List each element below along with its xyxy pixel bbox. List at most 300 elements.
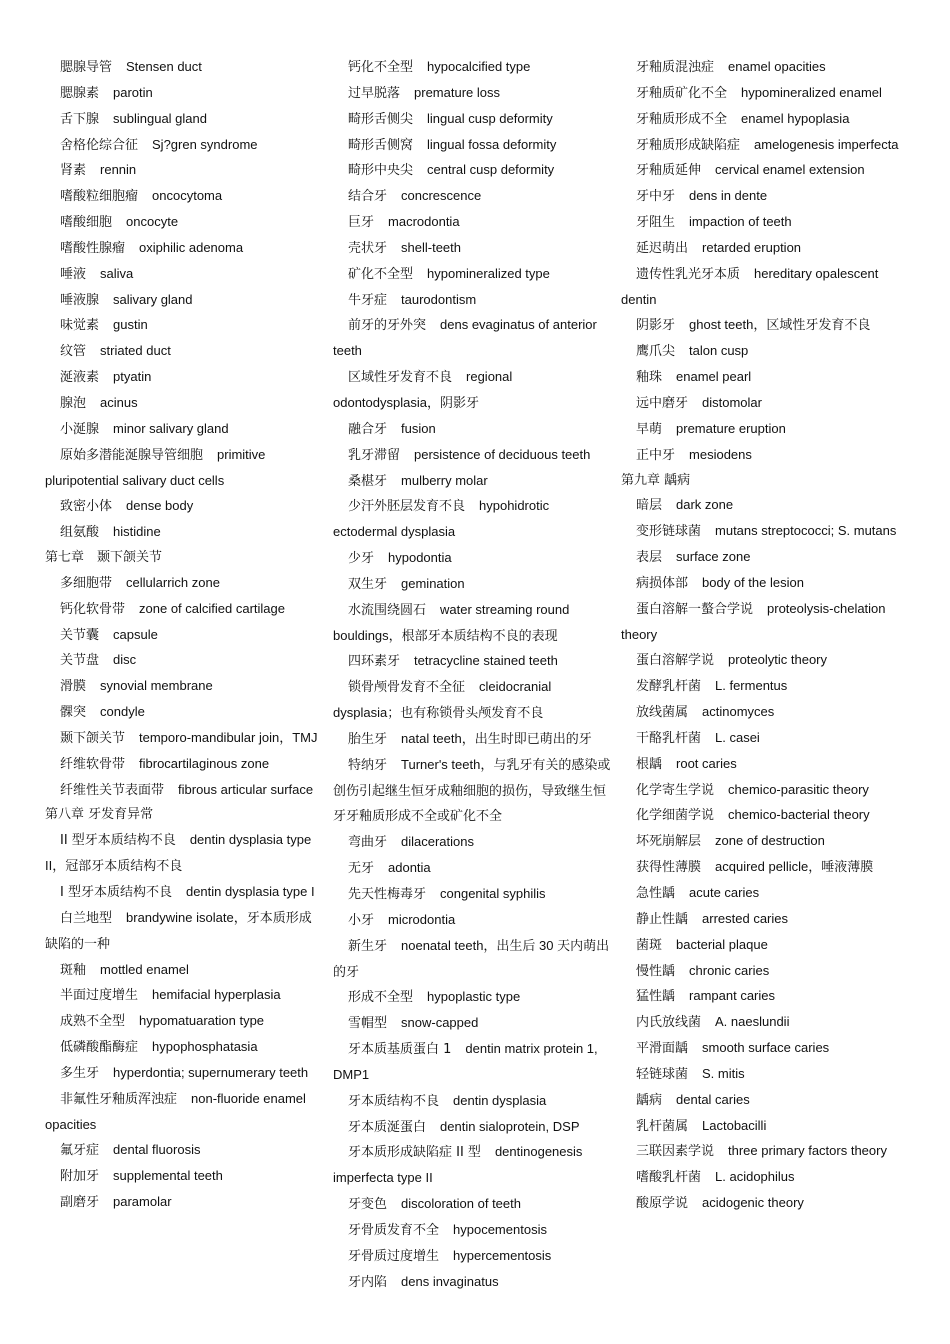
- glossary-entry: [621, 365, 899, 391]
- glossary-entry: [333, 1140, 611, 1192]
- term-english: root caries: [676, 755, 737, 771]
- term-english: zone of destruction: [715, 833, 825, 849]
- term-english: lingual fossa deformity: [427, 136, 557, 152]
- glossary-entry: [45, 365, 323, 391]
- term-chinese: 早萌: [636, 421, 663, 437]
- glossary-entry: [45, 494, 323, 520]
- term-chinese: 雪帽型: [348, 1016, 388, 1032]
- term-english: primitive pluripotential salivary duct cells: [45, 446, 266, 488]
- glossary-entry: [333, 210, 611, 236]
- term-english: dense body: [126, 498, 194, 514]
- term-chinese: 急性龋: [636, 886, 676, 901]
- term-chinese: 慢性龋: [636, 963, 676, 979]
- term-chinese: 斑釉: [60, 962, 87, 978]
- term-chinese: 双生牙: [348, 576, 388, 592]
- term-english: L. acidophilus: [715, 1169, 795, 1185]
- glossary-entry: [621, 1062, 899, 1088]
- term-chinese: 正中牙: [636, 447, 676, 463]
- term-chinese: II 型牙本质结构不良: [60, 833, 176, 849]
- term-english: hypercementosis: [453, 1247, 552, 1263]
- term-chinese: 纤维软骨带: [60, 756, 126, 772]
- glossary-entry: [333, 365, 611, 417]
- glossary-entry: [45, 700, 323, 726]
- term-chinese: 菌斑: [636, 937, 663, 953]
- glossary-entry: [333, 1089, 611, 1115]
- term-chinese: 低磷酸酯酶症: [60, 1040, 139, 1056]
- term-english: shell-teeth: [401, 239, 461, 255]
- term-english: three primary factors theory: [728, 1143, 887, 1159]
- term-english: retarded eruption: [702, 239, 802, 255]
- term-chinese: 牙阻生: [636, 215, 676, 231]
- term-english: oxiphilic adenoma: [139, 239, 244, 255]
- glossary-entry: [45, 983, 323, 1009]
- term-english: taurodontism: [401, 291, 477, 307]
- term-chinese: 牙本质结构不良: [348, 1093, 440, 1109]
- term-english: chemico-bacterial theory: [728, 807, 870, 823]
- term-english: ghost teeth，区域性牙发育不良: [689, 317, 871, 333]
- term-chinese: 遗传性乳光牙本质: [636, 266, 741, 282]
- term-chinese: 四环素牙: [348, 654, 401, 670]
- term-english: mulberry molar: [401, 472, 488, 488]
- term-chinese: 放线菌属: [636, 705, 689, 721]
- term-english: hyperdontia; supernumerary teeth: [113, 1064, 309, 1080]
- glossary-entry: [621, 907, 899, 933]
- term-chinese: 形成不全型: [348, 990, 414, 1006]
- glossary-entry: [621, 158, 899, 184]
- glossary-entry: [45, 313, 323, 339]
- term-english: brandywine isolate，牙本质形成缺陷的一种: [45, 909, 312, 951]
- term-chinese: 变形链球菌: [636, 524, 702, 540]
- term-english: A. naeslundii: [715, 1014, 790, 1030]
- term-chinese: 氟牙症: [60, 1143, 100, 1159]
- term-chinese: 牙釉质形成不全: [636, 111, 728, 127]
- term-chinese: 多生牙: [60, 1065, 100, 1081]
- term-chinese: 内氏放线菌: [636, 1015, 702, 1031]
- term-english: dentin matrix protein 1, DMP1: [333, 1041, 598, 1082]
- term-english: disc: [113, 652, 137, 668]
- glossary-entry: [45, 958, 323, 984]
- term-english: proteolytic theory: [728, 652, 828, 668]
- term-chinese: 附加牙: [60, 1169, 100, 1185]
- glossary-entry: [333, 443, 611, 469]
- term-english: paramolar: [113, 1194, 172, 1210]
- term-english: fibrocartilaginous zone: [139, 755, 270, 771]
- glossary-entry: [621, 81, 899, 107]
- term-english: salivary gland: [113, 291, 193, 307]
- term-chinese: 过早脱落: [348, 85, 401, 101]
- term-english: tetracycline stained teeth: [414, 653, 558, 669]
- term-chinese: 蛋白溶解一螯合学说: [636, 601, 754, 617]
- glossary-entry: [45, 1138, 323, 1164]
- term-chinese: 少汗外胚层发育不良: [348, 499, 466, 515]
- glossary-column-3: [621, 55, 899, 1217]
- glossary-entry: [333, 236, 611, 262]
- term-chinese: 乳杆菌属: [636, 1118, 689, 1134]
- glossary-entry: [45, 262, 323, 288]
- term-english: enamel pearl: [676, 369, 752, 385]
- glossary-entry: [45, 236, 323, 262]
- glossary-entry: [621, 443, 899, 469]
- term-english: Lactobacilli: [702, 1117, 767, 1133]
- chapter-title: 第八章 牙发育异常: [45, 807, 154, 823]
- term-chinese: 化学寄生学说: [636, 782, 715, 798]
- term-chinese: 远中磨牙: [636, 395, 689, 411]
- glossary-entry: [333, 1192, 611, 1218]
- term-english: dental fluorosis: [113, 1142, 201, 1158]
- term-english: hypoplastic type: [427, 989, 521, 1005]
- term-chinese: 特纳牙: [348, 757, 388, 773]
- term-chinese: 牙釉质形成缺陷症: [636, 137, 741, 153]
- glossary-entry: [45, 906, 323, 958]
- glossary-entry: [333, 830, 611, 856]
- term-chinese: 白兰地型: [60, 910, 113, 926]
- term-chinese: 嗜酸粒细胞瘤: [60, 189, 139, 205]
- glossary-entry: [45, 778, 323, 804]
- glossary-entry: [45, 443, 323, 495]
- glossary-entry: [621, 184, 899, 210]
- term-english: distomolar: [702, 394, 762, 410]
- term-english: dilacerations: [401, 834, 475, 850]
- term-chinese: 龋病: [636, 1092, 663, 1108]
- term-chinese: 畸形舌侧尖: [348, 111, 414, 127]
- term-english: oncocytoma: [152, 188, 223, 204]
- glossary-entry: [333, 598, 611, 650]
- glossary-entry: [45, 158, 323, 184]
- term-english: hereditary opalescent dentin: [621, 265, 879, 307]
- term-chinese: 坏死崩解层: [636, 834, 702, 850]
- glossary-entry: [621, 984, 899, 1010]
- term-english: congenital syphilis: [440, 886, 546, 901]
- glossary-entry: [333, 81, 611, 107]
- glossary-entry: [621, 391, 899, 417]
- term-english: non-fluoride enamel opacities: [45, 1090, 306, 1132]
- term-chinese: 牙本质涎蛋白: [348, 1119, 427, 1135]
- term-chinese: 结合牙: [348, 189, 388, 205]
- glossary-entry: [621, 959, 899, 985]
- term-chinese: 牙本质形成缺陷症 II 型: [348, 1145, 481, 1161]
- term-english: actinomyces: [702, 704, 775, 720]
- term-chinese: 轻链球菌: [636, 1066, 689, 1082]
- glossary-entry: [333, 675, 611, 727]
- term-english: body of the lesion: [702, 574, 804, 590]
- glossary-entry: [45, 1190, 323, 1216]
- term-chinese: 牙本质基质蛋白 1: [348, 1042, 452, 1058]
- term-english: oncocyte: [126, 214, 179, 230]
- term-english: fibrous articular surface: [178, 781, 314, 797]
- glossary-entry: [621, 133, 899, 159]
- term-chinese: 味觉素: [60, 318, 100, 334]
- term-english: L. fermentus: [715, 678, 788, 694]
- term-chinese: 唾液: [60, 266, 87, 282]
- term-chinese: 嗜酸乳杆菌: [636, 1170, 702, 1186]
- term-chinese: 嗜酸细胞: [60, 215, 113, 231]
- glossary-entry: [621, 545, 899, 571]
- glossary-entry: [621, 778, 899, 804]
- term-english: dentin sialoprotein, DSP: [440, 1118, 580, 1134]
- glossary-entry: [45, 107, 323, 133]
- term-chinese: 腮腺素: [60, 85, 100, 101]
- term-english: acinus: [100, 394, 138, 410]
- glossary-entry: [45, 391, 323, 417]
- term-english: hypocementosis: [453, 1221, 547, 1237]
- term-chinese: 非氟性牙釉质浑浊症: [60, 1091, 178, 1107]
- term-english: mesiodens: [689, 446, 752, 462]
- term-chinese: 组氨酸: [60, 525, 100, 541]
- term-chinese: 三联因素学说: [636, 1144, 715, 1160]
- glossary-entry: [621, 55, 899, 81]
- term-english: L. casei: [715, 729, 760, 745]
- glossary-entry: [45, 133, 323, 159]
- glossary-entry: [621, 262, 899, 314]
- term-english: supplemental teeth: [113, 1168, 223, 1184]
- glossary-entry: [45, 1009, 323, 1035]
- term-chinese: 牙内陷: [348, 1274, 388, 1290]
- term-chinese: 嗜酸性腺瘤: [60, 240, 126, 256]
- term-chinese: 静止性龋: [636, 911, 689, 927]
- glossary-entry: [621, 1010, 899, 1036]
- glossary-entry: [45, 55, 323, 81]
- glossary-entry: [621, 674, 899, 700]
- term-chinese: 纹管: [60, 344, 87, 360]
- term-english: saliva: [100, 265, 134, 281]
- term-english: dentin dysplasia type II，冠部牙本质结构不良: [45, 832, 312, 874]
- term-chinese: 巨牙: [348, 215, 375, 231]
- term-chinese: 牙釉质延伸: [636, 163, 702, 179]
- term-chinese: 表层: [636, 550, 663, 566]
- term-chinese: 畸形中央尖: [348, 163, 414, 179]
- term-chinese: 成熟不全型: [60, 1014, 126, 1030]
- glossary-entry: [333, 262, 611, 288]
- term-english: acquired pellicle，唾液薄膜: [715, 859, 874, 875]
- term-english: hypomineralized enamel: [741, 84, 882, 100]
- term-english: amelogenesis imperfecta: [754, 136, 899, 152]
- glossary-entry: [333, 1244, 611, 1270]
- term-chinese: 关节盘: [60, 653, 100, 669]
- term-chinese: 阴影牙: [636, 318, 676, 334]
- term-chinese: 先天性梅毒牙: [348, 887, 427, 902]
- term-english: adontia: [388, 860, 431, 876]
- glossary-entry: [333, 1115, 611, 1141]
- term-chinese: 唾液腺: [60, 292, 100, 308]
- glossary-entry: [45, 184, 323, 210]
- glossary-entry: [45, 571, 323, 597]
- term-english: cervical enamel extension: [715, 162, 865, 178]
- glossary-entry: [45, 623, 323, 649]
- glossary-entry: [333, 184, 611, 210]
- glossary-entry: [621, 700, 899, 726]
- term-english: synovial membrane: [100, 678, 213, 694]
- term-english: hypomineralized type: [427, 265, 550, 281]
- term-english: enamel hypoplasia: [741, 110, 850, 126]
- term-chinese: 获得性薄膜: [636, 860, 702, 876]
- term-english: water streaming round bouldings，根部牙本质结构不良的表现: [333, 601, 570, 643]
- term-chinese: 多细胞带: [60, 575, 113, 591]
- term-english: bacterial plaque: [676, 936, 768, 952]
- term-english: concrescence: [401, 188, 482, 204]
- glossary-entry: [621, 803, 899, 829]
- term-english: hemifacial hyperplasia: [152, 987, 281, 1003]
- glossary-entry: [621, 855, 899, 881]
- glossary-entry: [621, 519, 899, 545]
- term-english: hypomatuaration type: [139, 1013, 265, 1029]
- chapter-title: 第九章 龋病: [621, 472, 691, 488]
- glossary-entry: [621, 1191, 899, 1217]
- glossary-entry: [333, 908, 611, 934]
- term-english: natal teeth，出生时即已萌出的牙: [401, 730, 592, 746]
- term-chinese: 半面过度增生: [60, 988, 139, 1004]
- glossary-entry: [621, 1114, 899, 1140]
- glossary-entry: [333, 107, 611, 133]
- glossary-column-1: [45, 55, 323, 1216]
- glossary-entry: [45, 674, 323, 700]
- glossary-entry: [621, 313, 899, 339]
- term-english: minor salivary gland: [113, 420, 229, 436]
- term-english: chronic caries: [689, 962, 770, 978]
- term-english: premature eruption: [676, 420, 786, 436]
- term-english: S. mitis: [702, 1065, 745, 1081]
- term-chinese: 牙釉质混浊症: [636, 60, 715, 75]
- term-english: chemico-parasitic theory: [728, 781, 869, 797]
- glossary-entry: [621, 597, 899, 649]
- term-english: dentin dysplasia type I: [185, 884, 315, 899]
- term-english: gemination: [401, 575, 465, 591]
- term-chinese: 滑膜: [60, 679, 87, 695]
- term-chinese: 肾素: [60, 163, 87, 179]
- glossary-entry: [333, 856, 611, 882]
- glossary-entry: [45, 648, 323, 674]
- term-chinese: I 型牙本质结构不良: [60, 885, 172, 900]
- glossary-entry: [333, 158, 611, 184]
- glossary-entry: [621, 726, 899, 752]
- term-chinese: 延迟萌出: [636, 240, 689, 256]
- glossary-entry: [621, 933, 899, 959]
- term-chinese: 牙变色: [348, 1197, 388, 1213]
- term-english: hypohidrotic ectodermal dysplasia: [333, 498, 550, 540]
- glossary-entry: [621, 1088, 899, 1114]
- glossary-entry: [621, 648, 899, 674]
- term-english: acute caries: [689, 885, 760, 900]
- term-chinese: 区域性牙发育不良: [348, 370, 453, 386]
- term-chinese: 前牙的牙外突: [348, 318, 427, 334]
- term-english: gustin: [113, 317, 148, 333]
- glossary-entry: [45, 597, 323, 623]
- term-english: striated duct: [100, 343, 171, 359]
- glossary-entry: [333, 1037, 611, 1089]
- term-chinese: 致密小体: [60, 499, 113, 515]
- glossary-entry: [45, 1164, 323, 1190]
- term-english: dental caries: [676, 1091, 750, 1107]
- term-english: surface zone: [676, 549, 751, 565]
- term-chinese: 原始多潜能涎腺导管细胞: [60, 447, 204, 463]
- glossary-entry: [333, 1270, 611, 1296]
- term-chinese: 桑椹牙: [348, 473, 388, 489]
- term-chinese: 乳牙滞留: [348, 447, 401, 463]
- glossary-entry: [621, 881, 899, 907]
- glossary-entry: [45, 828, 323, 880]
- glossary-entry: [621, 417, 899, 443]
- term-chinese: 髁突: [60, 705, 87, 721]
- term-chinese: 舍格伦综合征: [60, 137, 139, 153]
- glossary-entry: [333, 934, 611, 986]
- term-english: central cusp deformity: [427, 162, 555, 178]
- glossary-entry: [333, 313, 611, 365]
- term-english: zone of calcified cartilage: [139, 600, 285, 616]
- term-chinese: 牙骨质发育不全: [348, 1222, 440, 1238]
- term-english: hypophosphatasia: [152, 1039, 258, 1055]
- term-chinese: 小涎腺: [60, 421, 100, 437]
- glossary-entry: [45, 520, 323, 546]
- term-chinese: 少牙: [348, 551, 375, 567]
- term-english: Stensen duct: [126, 59, 202, 74]
- term-english: impaction of teeth: [689, 214, 792, 230]
- term-english: temporo-mandibular join，TMJ: [139, 729, 318, 745]
- term-english: Sj?gren syndrome: [152, 136, 258, 152]
- term-english: proteolysis-chelation theory: [621, 600, 886, 642]
- term-english: regional odontodysplasia，阴影牙: [333, 369, 513, 410]
- term-chinese: 钙化不全型: [348, 60, 414, 75]
- chapter-title: 第七章 颞下颌关节: [45, 550, 163, 566]
- term-english: discoloration of teeth: [401, 1196, 521, 1212]
- term-chinese: 牙釉质矿化不全: [636, 85, 728, 101]
- term-chinese: 关节囊: [60, 627, 100, 643]
- term-chinese: 蛋白溶解学说: [636, 653, 715, 669]
- term-english: dens evaginatus of anterior teeth: [333, 317, 597, 359]
- chapter-heading: [45, 803, 323, 828]
- term-english: dens invaginatus: [401, 1273, 499, 1289]
- term-chinese: 融合牙: [348, 421, 388, 437]
- term-english: rampant caries: [689, 988, 775, 1004]
- term-english: dark zone: [676, 497, 734, 513]
- glossary-entry: [333, 1218, 611, 1244]
- term-chinese: 无牙: [348, 861, 375, 877]
- term-english: hypocalcified type: [427, 59, 531, 74]
- glossary-entry: [621, 493, 899, 519]
- glossary-entry: [333, 985, 611, 1011]
- glossary-entry: [333, 469, 611, 495]
- term-english: mottled enamel: [100, 961, 189, 977]
- term-english: arrested caries: [702, 910, 788, 926]
- term-english: enamel opacities: [728, 59, 826, 74]
- glossary-entry: [621, 1165, 899, 1191]
- glossary-entry: [621, 107, 899, 133]
- term-chinese: 舌下腺: [60, 111, 100, 127]
- term-english: acidogenic theory: [702, 1195, 804, 1211]
- glossary-entry: [333, 288, 611, 314]
- glossary-entry: [333, 753, 611, 831]
- term-english: cleidocranial dysplasia；也有称锁骨头颅发育不良: [333, 679, 552, 721]
- term-english: lingual cusp deformity: [427, 110, 553, 126]
- term-english: persistence of deciduous teeth: [414, 446, 591, 462]
- term-english: snow-capped: [401, 1015, 479, 1031]
- term-chinese: 鹰爪尖: [636, 344, 676, 360]
- term-english: talon cusp: [689, 343, 749, 359]
- term-chinese: 干酪乳杆菌: [636, 730, 702, 746]
- term-chinese: 牙骨质过度增生: [348, 1248, 440, 1264]
- term-chinese: 平滑面龋: [636, 1041, 689, 1057]
- glossary-entry: [45, 752, 323, 778]
- term-chinese: 水流围绕圆石: [348, 602, 427, 618]
- term-english: smooth surface caries: [702, 1040, 830, 1056]
- term-chinese: 牙中牙: [636, 189, 676, 205]
- glossary-entry: [621, 339, 899, 365]
- term-chinese: 锁骨颅骨发育不全征: [348, 680, 466, 696]
- term-english: fusion: [401, 420, 436, 436]
- glossary-entry: [45, 1061, 323, 1087]
- term-chinese: 釉珠: [636, 370, 663, 386]
- term-chinese: 暗层: [636, 498, 663, 514]
- glossary-entry: [45, 288, 323, 314]
- term-chinese: 腮腺导管: [60, 60, 113, 75]
